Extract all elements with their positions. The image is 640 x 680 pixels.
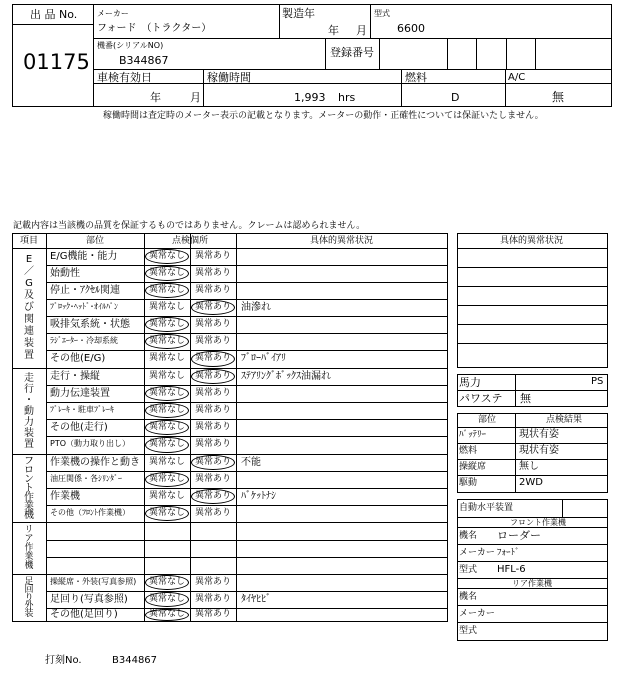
normal-yes-label: 異常あり: [195, 285, 232, 295]
grid-line: [457, 588, 608, 589]
normal-none-label: 異常なし: [149, 336, 186, 346]
normal-yes-label: 異常あり: [195, 405, 232, 415]
check-label: 燃料: [459, 446, 478, 456]
group-label-char: 業: [24, 500, 34, 512]
group-label-char: 連: [24, 326, 34, 337]
front-model-value: HFL-6: [497, 564, 526, 575]
front-maker-value: ﾌｫｰﾄﾞ: [497, 548, 520, 558]
row-line: [46, 333, 448, 334]
ps-label: パワステ: [459, 392, 503, 405]
group-label-char: ロ: [24, 464, 34, 476]
normal-none-label: 異常なし: [149, 319, 186, 329]
rear-header: リア作業機: [512, 579, 552, 588]
row-part-label: 動力伝達装置: [50, 388, 110, 399]
normal-yes-label: 異常あり: [195, 319, 232, 329]
normal-none-label: 異常なし: [149, 405, 186, 415]
hours-note: 稼働時間は査定時のメーター表示の記載となります。メーターの動作・正確性については保証いたしません。: [103, 111, 544, 121]
inspect-label: 車検有効日: [97, 71, 152, 84]
grid-line: [457, 390, 608, 391]
row-line: [46, 265, 448, 266]
normal-none-label: 異常なし: [149, 491, 186, 501]
row-part-label: 始動性: [50, 268, 80, 279]
group-label-char: 回: [24, 585, 34, 595]
check-line: [457, 475, 608, 476]
check-circle: [145, 506, 189, 521]
row-part-label: ﾌﾞﾚｰｷ・駐車ﾌﾞﾚｰｷ: [50, 405, 114, 414]
row-line: [46, 350, 448, 351]
row-part-label: その他（ﾌﾛﾝﾄ作業機）: [50, 508, 130, 517]
grid-line: [370, 4, 371, 38]
row-part-label: 走行・操縦: [50, 371, 100, 382]
row-line: [46, 557, 448, 558]
normal-yes-label: 異常あり: [195, 302, 232, 312]
grid-line: [203, 69, 204, 107]
row-part-label: ﾌﾞﾛｯｸ･ﾍｯﾄﾞ･ｵｲﾙﾊﾟﾝ: [50, 302, 118, 311]
group-label-char: 機: [24, 560, 34, 571]
inspect-month: 月: [190, 91, 201, 104]
grid-line: [447, 38, 448, 69]
group-label-char: 機: [24, 509, 34, 521]
check-value: 2WD: [519, 477, 543, 488]
row-detail: ｽﾃｱﾘﾝｸﾞﾎﾞｯｸｽ油漏れ: [241, 371, 331, 382]
lot-label: 出 品 No.: [30, 8, 78, 21]
check-circle: [191, 369, 235, 384]
group-label: [22, 578, 36, 618]
group-label: [22, 373, 36, 450]
normal-yes-label: 異常あり: [195, 491, 232, 501]
normal-yes-label: 異常あり: [195, 609, 232, 619]
normal-none-label: 異常なし: [149, 422, 186, 432]
normal-none-label: 異常なし: [149, 474, 186, 484]
col-line: [190, 233, 191, 622]
ps-value: 無: [520, 392, 531, 405]
ac-value: 無: [552, 90, 565, 104]
row-part-label: 足回り(写真参照): [50, 594, 128, 605]
grid-line: [401, 69, 402, 107]
normal-none-label: 異常なし: [149, 577, 186, 587]
group-label-char: び: [24, 302, 34, 313]
normal-yes-label: 異常あり: [195, 268, 232, 278]
check-circle: [145, 472, 189, 487]
power-unit: PS: [591, 376, 604, 387]
ac-label: A/C: [508, 72, 526, 83]
rear-name-label: 機名: [459, 592, 478, 602]
row-part-label: PTO（動力取り出し）: [50, 439, 131, 448]
normal-none-label: 異常なし: [149, 371, 186, 381]
check-circle: [145, 403, 189, 418]
check-circle: [145, 575, 189, 590]
col-check-header: 点検個所: [172, 236, 209, 246]
row-part-label: 吸排気系統・状態: [50, 319, 130, 330]
lot-number: 01175: [23, 50, 90, 74]
grid-line: [325, 38, 326, 69]
rear-model-label: 型式: [459, 626, 478, 636]
check-circle: [145, 609, 189, 621]
group-label-char: 装: [24, 427, 34, 439]
group-label-char: ト: [24, 482, 34, 494]
col-part-header: 部位: [86, 236, 105, 246]
check-circle: [191, 300, 235, 315]
check-circle: [145, 317, 189, 332]
check-circle: [145, 592, 189, 607]
row-line: [46, 436, 448, 437]
normal-yes-label: 異常あり: [195, 422, 232, 432]
quality-note: 記載内容は当該機の品質を保証するものではありません。クレームは認められません。: [13, 221, 366, 231]
row-detail: ﾊﾞｹｯﾄﾅｼ: [241, 491, 276, 502]
group-label-char: フ: [24, 455, 34, 467]
rear-maker-label: メーカー: [459, 609, 495, 619]
group-label-char: ア: [24, 533, 34, 544]
front-model-label: 型式: [459, 565, 478, 575]
row-part-label: 作業機: [50, 491, 80, 502]
right-detail-box: [457, 233, 608, 368]
grid-line: [515, 374, 516, 407]
row-line: [46, 299, 448, 300]
header-divider: [93, 4, 94, 107]
group-label: [22, 526, 36, 571]
row-line: [46, 385, 448, 386]
normal-yes-label: 異常あり: [195, 371, 232, 381]
row-line: [46, 488, 448, 489]
check-value: 現状有姿: [519, 445, 559, 456]
row-line: [46, 505, 448, 506]
row-part-label: E/G機能・能力: [50, 251, 118, 262]
normal-yes-label: 異常あり: [195, 577, 232, 587]
grid-line: [93, 69, 612, 70]
normal-none-label: 異常なし: [149, 251, 186, 261]
stamp-value: B344867: [112, 655, 158, 666]
group-label-char: 及: [24, 290, 34, 301]
inspect-year: 年: [150, 91, 161, 104]
power-label: 馬力: [459, 376, 481, 389]
check-label: 操縦席: [459, 462, 487, 472]
grid-line: [505, 69, 506, 107]
group-label-char: り: [24, 593, 34, 603]
auto-level-label: 自動水平装置: [459, 503, 514, 513]
check-value: 無し: [519, 461, 539, 472]
lot-divider: [12, 24, 93, 25]
check-line: [457, 443, 608, 444]
grid-line: [506, 38, 507, 69]
grid-line: [279, 4, 280, 38]
check-label: 駆動: [459, 478, 478, 488]
normal-yes-label: 異常あり: [195, 336, 232, 346]
maker-value: フォード （トラクター）: [97, 23, 212, 34]
group-label-char: 作: [24, 491, 34, 503]
check-line: [457, 459, 608, 460]
row-part-label: その他(E/G): [50, 353, 106, 364]
grid-line: [562, 499, 563, 517]
normal-yes-label: 異常あり: [195, 439, 232, 449]
grid-line: [457, 305, 608, 306]
row-line: [46, 402, 448, 403]
check-circle: [191, 489, 235, 504]
normal-yes-label: 異常あり: [195, 251, 232, 261]
row-line: [46, 591, 448, 592]
front-name-value: ローダー: [497, 529, 541, 542]
check-circle: [145, 437, 189, 453]
right-detail-header: 具体的異常状況: [500, 236, 564, 246]
hours-label: 稼働時間: [207, 71, 251, 84]
group-label-char: 足: [24, 577, 34, 587]
check-label: ﾊﾞｯﾃﾘｰ: [459, 430, 487, 440]
grid-line: [515, 413, 516, 493]
group-label: [22, 254, 36, 362]
group-label-char: E: [25, 254, 33, 265]
check-circle: [145, 249, 189, 264]
hours-unit: hrs: [338, 91, 356, 104]
row-detail: 不能: [241, 457, 261, 468]
group-label-char: リ: [24, 524, 34, 535]
result-header: 点検結果: [546, 415, 583, 425]
row-detail: 油滲れ: [241, 302, 271, 313]
year-label: 製造年: [282, 7, 315, 20]
row-part-label: その他(足回り): [50, 609, 118, 620]
check-circle: [145, 334, 189, 349]
part-header: 部位: [478, 415, 497, 425]
group-label-char: 行: [24, 383, 34, 395]
normal-none-label: 異常なし: [149, 388, 186, 398]
row-line: [46, 282, 448, 283]
normal-none-label: 異常なし: [149, 594, 186, 604]
grid-line: [476, 38, 477, 69]
year-unit: 年: [328, 24, 339, 37]
front-header: フロント作業機: [510, 518, 566, 527]
row-line: [12, 574, 448, 575]
group-label: [22, 457, 36, 520]
group-label-char: G: [25, 278, 33, 289]
hours-value: 1,993: [294, 91, 326, 104]
group-label-char: 置: [24, 350, 34, 361]
group-label-char: 装: [24, 609, 34, 619]
normal-yes-label: 異常あり: [195, 508, 232, 518]
normal-yes-label: 異常あり: [195, 353, 232, 363]
row-line: [46, 316, 448, 317]
stamp-label: 打刻No.: [45, 655, 82, 666]
group-label-char: 装: [24, 338, 34, 349]
normal-none-label: 異常なし: [149, 457, 186, 467]
group-label-char: 動: [24, 405, 34, 417]
group-label-char: 置: [24, 438, 34, 450]
row-line: [12, 454, 448, 455]
row-part-label: ﾗｼﾞｴｰﾀｰ・冷却系統: [50, 336, 118, 345]
normal-yes-label: 異常あり: [195, 457, 232, 467]
col-item-header: 項目: [20, 236, 39, 246]
grid-line: [457, 286, 608, 287]
row-line: [12, 522, 448, 523]
row-part-label: 停止・ｱｸｾﾙ関連: [50, 285, 120, 296]
serial-label: 機番(シリアルNO): [97, 41, 164, 50]
header-line: [12, 248, 448, 249]
grid-line: [535, 38, 536, 69]
check-circle: [145, 283, 189, 298]
normal-none-label: 異常なし: [149, 609, 186, 619]
front-maker-label: メーカー: [459, 548, 495, 558]
check-value: 現状有姿: [519, 429, 559, 440]
row-detail: ﾌﾞﾛｰﾊﾞｲｱﾘ: [241, 353, 286, 364]
grid-line: [379, 38, 380, 69]
normal-none-label: 異常なし: [149, 508, 186, 518]
normal-none-label: 異常なし: [149, 302, 186, 312]
row-part-label: 油圧関係・各ｼﾘﾝﾀﾞｰ: [50, 474, 122, 483]
col-line: [236, 233, 237, 622]
grid-line: [457, 267, 608, 268]
group-label-char: 力: [24, 416, 34, 428]
grid-line: [457, 561, 608, 562]
normal-yes-label: 異常あり: [195, 594, 232, 604]
normal-none-label: 異常なし: [149, 439, 186, 449]
group-label-char: ン: [24, 473, 34, 485]
check-line: [457, 427, 608, 428]
row-part-label: 作業機の操作と動き: [50, 457, 140, 468]
front-name-label: 機名: [459, 531, 478, 541]
normal-none-label: 異常なし: [149, 268, 186, 278]
row-part-label: その他(走行): [50, 422, 108, 433]
check-circle: [191, 351, 235, 367]
grid-line: [93, 83, 612, 84]
check-circle: [145, 386, 189, 401]
model-value: 6600: [397, 22, 425, 35]
check-circle: [145, 266, 189, 281]
group-label-char: ・: [24, 394, 34, 406]
reg-label: 登録番号: [330, 46, 374, 59]
grid-line: [457, 527, 608, 528]
row-part-label: 操縦席・外装(写真参照): [50, 577, 137, 586]
grid-line: [457, 605, 608, 606]
check-circle: [145, 420, 189, 435]
check-circle: [191, 455, 235, 470]
group-label-char: 外: [24, 601, 34, 611]
group-label-char: 関: [24, 314, 34, 325]
fuel-value: D: [451, 91, 460, 104]
grid-line: [457, 544, 608, 545]
grid-line: [457, 324, 608, 325]
group-label-char: 作: [24, 542, 34, 553]
model-label: 型式: [374, 9, 390, 18]
row-detail: ﾀｲﾔﾋﾋﾞ: [241, 594, 271, 605]
maker-label: メーカー: [97, 9, 129, 18]
group-label-char: 業: [24, 551, 34, 562]
month-unit: 月: [356, 24, 367, 37]
normal-none-label: 異常なし: [149, 353, 186, 363]
normal-yes-label: 異常あり: [195, 474, 232, 484]
normal-yes-label: 異常あり: [195, 388, 232, 398]
row-line: [46, 471, 448, 472]
fuel-label: 燃料: [405, 71, 427, 84]
row-line: [46, 419, 448, 420]
normal-none-label: 異常なし: [149, 285, 186, 295]
group-label-char: ／: [24, 266, 34, 277]
group-label-char: 走: [24, 372, 34, 384]
grid-line: [457, 343, 608, 344]
col-detail-header: 具体的異常状況: [310, 236, 374, 246]
grid-line: [457, 622, 608, 623]
col-line: [46, 233, 47, 622]
row-line: [12, 368, 448, 369]
serial-value: B344867: [119, 54, 169, 67]
grid-line: [457, 248, 608, 249]
row-line: [46, 540, 448, 541]
